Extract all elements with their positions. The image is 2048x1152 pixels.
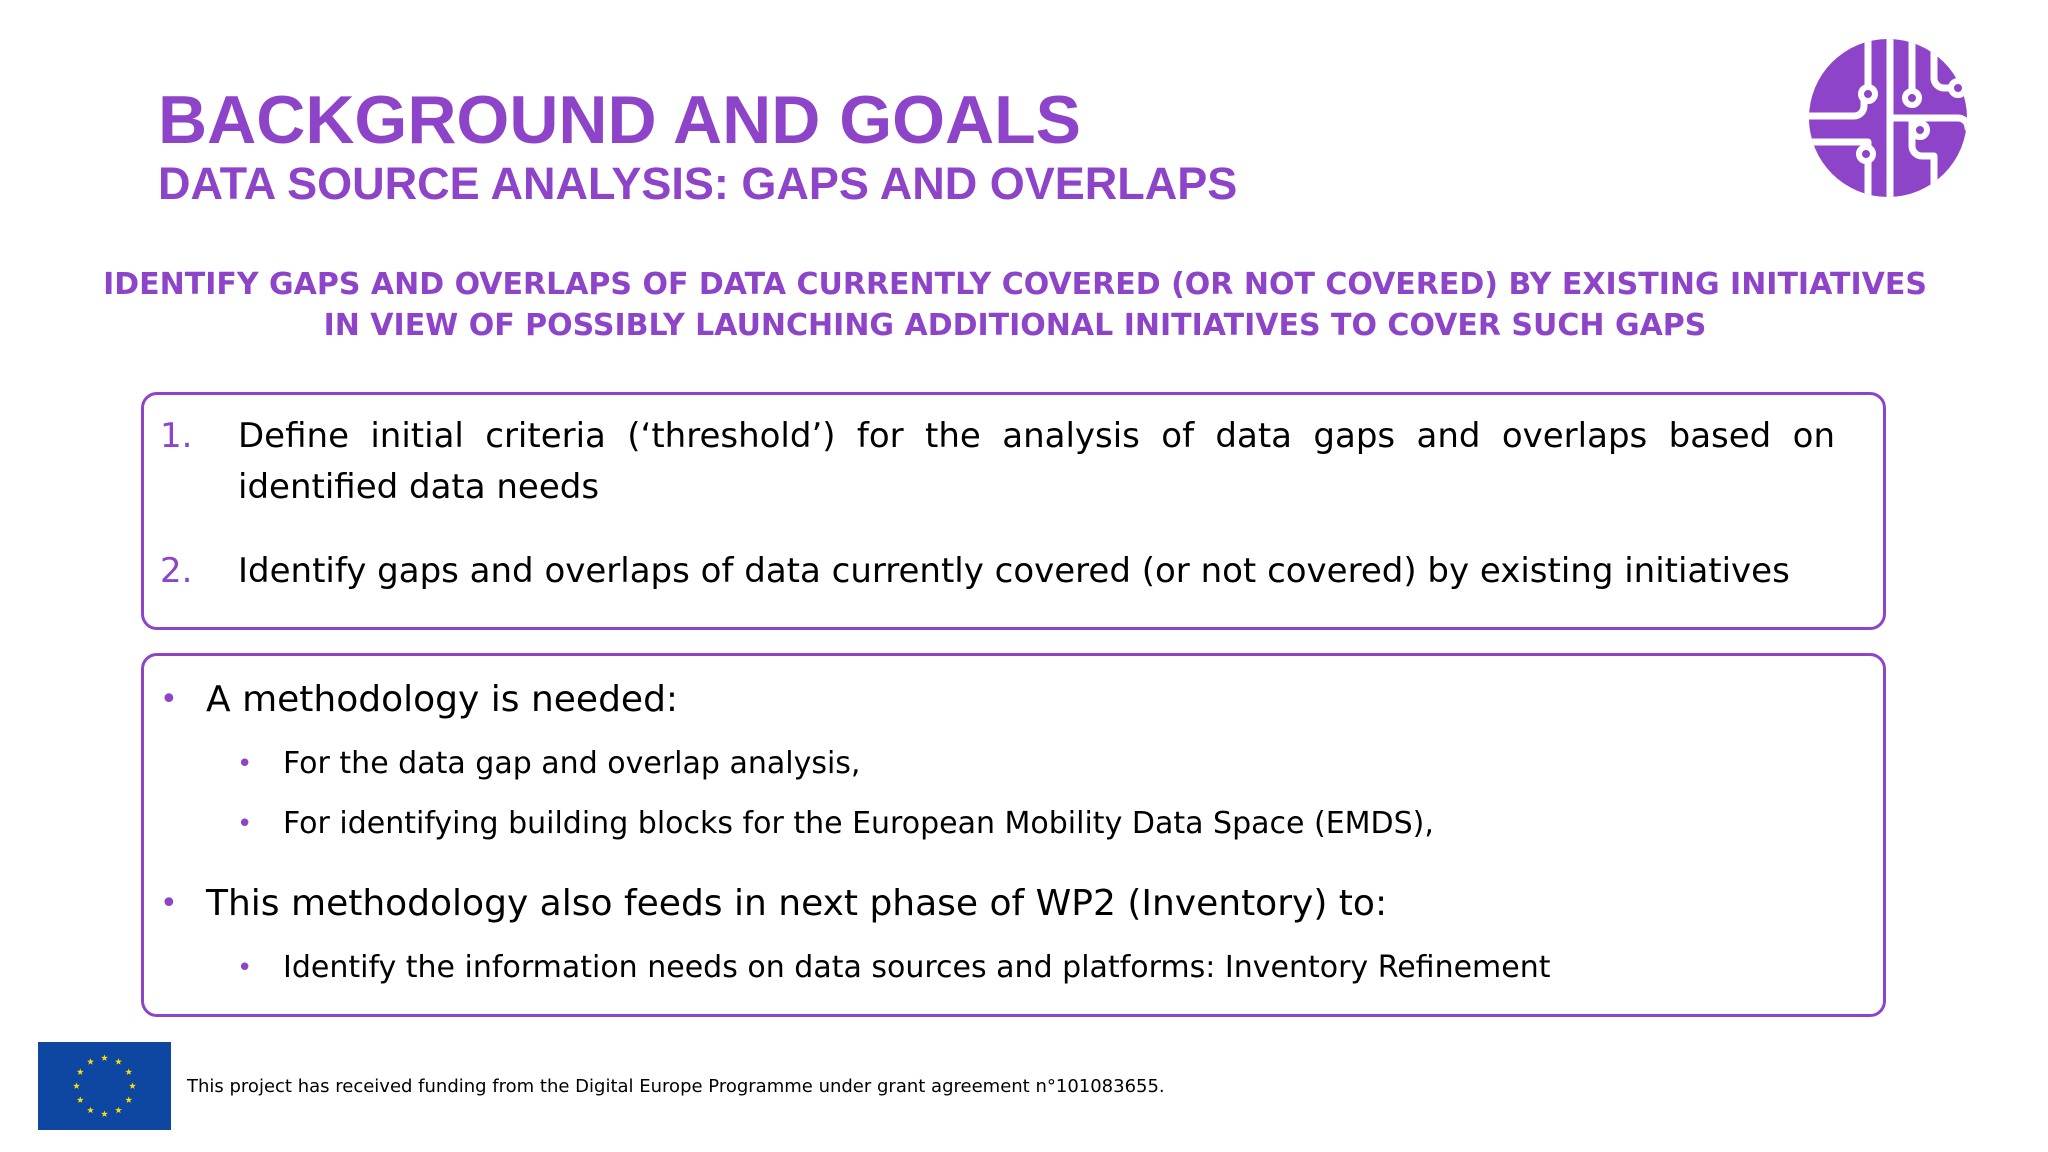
slide-headline — [100, 264, 1930, 346]
headline-line-2: IN VIEW OF POSSIBLY LAUNCHING ADDITIONAL INITIATIVES TO COVER SUCH GAPS — [323, 308, 1707, 343]
bullet-text: For the data gap and overlap analysis, — [283, 746, 861, 781]
headline-line-1: IDENTIFY GAPS AND OVERLAPS OF DATA CURRENTLY COVERED (OR NOT COVERED) BY EXISTING INITIATIVES — [103, 267, 1927, 302]
numbered-item — [160, 546, 1835, 597]
project-logo-icon — [1808, 38, 1968, 198]
numbered-item — [160, 411, 1835, 513]
eu-flag-icon — [38, 1042, 171, 1130]
bullet-dot-icon: • — [160, 682, 178, 717]
sub-bullet-item — [237, 742, 860, 786]
bullet-text: Identify the information needs on data sources and platforms: Inventory Refinement — [283, 950, 1551, 985]
methodology-box — [141, 653, 1886, 1017]
objectives-box — [141, 392, 1886, 630]
bullet-text: A methodology is needed: — [206, 679, 679, 720]
bullet-text: This methodology also feeds in next phase of WP2 (Inventory) to: — [206, 883, 1388, 924]
bullet-text: For identifying building blocks for the European Mobility Data Space (EMDS), — [283, 806, 1434, 841]
item-number: 1. — [160, 416, 193, 456]
item-number: 2. — [160, 551, 193, 591]
bullet-item — [160, 879, 1387, 929]
funding-notice: This project has received funding from the Digital Europe Programme under grant agreement n°101083655. — [187, 1076, 1165, 1097]
slide-title: BACKGROUND AND GOALS — [158, 82, 1082, 158]
item-text: Identify gaps and overlaps of data currently covered (or not covered) by existing initiatives — [238, 551, 1790, 591]
bullet-item — [160, 675, 678, 725]
bullet-dot-icon: • — [237, 809, 253, 839]
slide-subtitle: DATA SOURCE ANALYSIS: GAPS AND OVERLAPS — [158, 158, 1238, 209]
bullet-dot-icon: • — [160, 886, 178, 921]
sub-bullet-item — [237, 802, 1434, 846]
item-text: Define initial criteria (‘threshold’) for the analysis of data gaps and overlaps based on identified data needs — [238, 416, 1835, 507]
sub-bullet-item — [237, 946, 1551, 990]
bullet-dot-icon: • — [237, 953, 253, 983]
bullet-dot-icon: • — [237, 749, 253, 779]
